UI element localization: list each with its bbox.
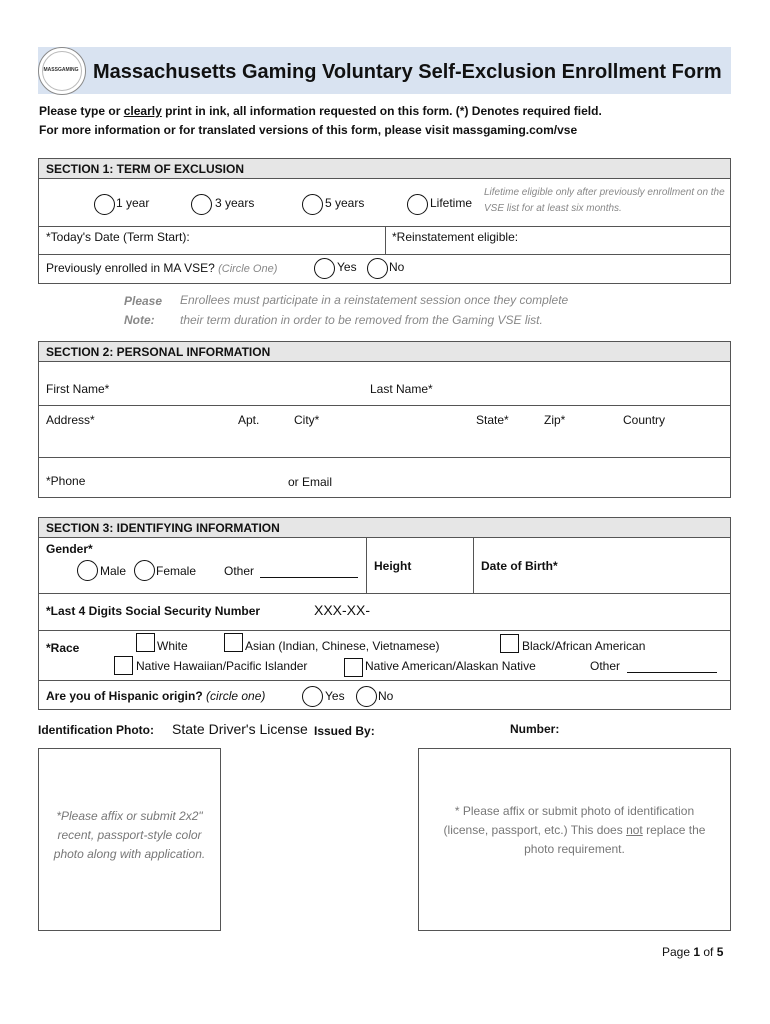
- id-photo-label: Identification Photo:: [38, 723, 154, 737]
- term-3-years-label: 3 years: [215, 196, 255, 210]
- city-label: City*: [294, 413, 320, 427]
- phone-label: *Phone: [46, 474, 86, 488]
- gender-other-line[interactable]: [260, 577, 358, 578]
- hispanic-yes-label: Yes: [325, 689, 345, 703]
- ssn-value: XXX-XX-: [314, 602, 371, 618]
- gender-female-label: Female: [156, 564, 197, 578]
- race-white-checkbox[interactable]: [136, 633, 155, 652]
- todays-date-label: *Today's Date (Term Start):: [46, 230, 190, 244]
- race-native-american-checkbox[interactable]: [344, 658, 363, 677]
- first-name-label: First Name*: [46, 382, 110, 396]
- section1-heading: SECTION 1: TERM OF EXCLUSION: [38, 158, 731, 179]
- divider: [366, 538, 367, 593]
- note-label-2: Note:: [124, 313, 155, 327]
- instructions-line1: Please type or clearly print in ink, all information requested on this form. (*) Denotes required field.: [39, 104, 602, 118]
- prev-enrolled-yes-radio[interactable]: [314, 258, 335, 279]
- gender-male-label: Male: [100, 564, 127, 578]
- section3-heading: SECTION 3: IDENTIFYING INFORMATION: [38, 517, 731, 538]
- state-label: State*: [476, 413, 509, 427]
- hispanic-label: Are you of Hispanic origin? (circle one): [46, 689, 266, 703]
- logo-text: MASSGAMING: [43, 67, 79, 73]
- gender-male-radio[interactable]: [77, 560, 98, 581]
- race-hawaiian-label: Native Hawaiian/Pacific Islander: [136, 659, 308, 673]
- race-black-label: Black/African American: [522, 639, 646, 653]
- prev-enrolled-label: Previously enrolled in MA VSE? (Circle One): [46, 261, 278, 275]
- hispanic-no-radio[interactable]: [356, 686, 377, 707]
- divider: [385, 226, 386, 254]
- race-black-checkbox[interactable]: [500, 634, 519, 653]
- divider: [38, 593, 731, 594]
- race-asian-label: Asian (Indian, Chinese, Vietnamese): [245, 639, 440, 653]
- race-label: *Race: [46, 641, 80, 655]
- id-photo-value[interactable]: State Driver's License: [172, 721, 308, 737]
- divider: [38, 680, 731, 681]
- race-asian-checkbox[interactable]: [224, 633, 243, 652]
- note-line2: their term duration in order to be removed from the Gaming VSE list.: [180, 313, 543, 327]
- divider: [38, 254, 731, 255]
- term-3-years-radio[interactable]: [191, 194, 212, 215]
- hispanic-no-label: No: [378, 689, 394, 703]
- gender-label: Gender*: [46, 542, 93, 556]
- reinstatement-label: *Reinstatement eligible:: [392, 230, 519, 244]
- form-title: Massachusetts Gaming Voluntary Self-Exclusion Enrollment Form: [93, 61, 722, 83]
- number-label: Number:: [510, 722, 560, 736]
- divider: [38, 405, 731, 406]
- race-white-label: White: [157, 639, 188, 653]
- race-native-american-label: Native American/Alaskan Native: [365, 659, 536, 673]
- race-other-label: Other: [590, 659, 621, 673]
- apt-label: Apt.: [238, 413, 260, 427]
- prev-enrolled-no-radio[interactable]: [367, 258, 388, 279]
- section2-heading: SECTION 2: PERSONAL INFORMATION: [38, 341, 731, 362]
- prev-enrolled-yes-label: Yes: [337, 260, 357, 274]
- passport-photo-instructions: *Please affix or submit 2x2" recent, passport-style color photo along with application.: [53, 809, 206, 861]
- divider: [38, 457, 731, 458]
- address-label: Address*: [46, 413, 95, 427]
- issued-by-label: Issued By:: [314, 724, 375, 738]
- height-label: Height: [374, 559, 412, 573]
- hispanic-yes-radio[interactable]: [302, 686, 323, 707]
- term-5-years-radio[interactable]: [302, 194, 323, 215]
- term-lifetime-label: Lifetime: [430, 196, 473, 210]
- lifetime-note: Lifetime eligible only after previously enrollment on the VSE list for at least six months.: [484, 187, 725, 214]
- race-other-line[interactable]: [627, 672, 717, 673]
- last-name-label: Last Name*: [370, 382, 433, 396]
- zip-label: Zip*: [544, 413, 566, 427]
- country-label: Country: [623, 413, 666, 427]
- gender-other-label: Other: [224, 564, 255, 578]
- term-5-years-label: 5 years: [325, 196, 365, 210]
- divider: [38, 630, 731, 631]
- divider: [473, 538, 474, 593]
- page-number: Page 1 of 5: [662, 945, 724, 959]
- instructions-line2: For more information or for translated versions of this form, please visit massgaming.com/vse: [39, 123, 578, 137]
- term-1-year-label: 1 year: [116, 196, 150, 210]
- email-label: or Email: [288, 475, 333, 489]
- note-line1: Enrollees must participate in a reinstatement session once they complete: [180, 293, 569, 307]
- gender-female-radio[interactable]: [134, 560, 155, 581]
- ssn-label: *Last 4 Digits Social Security Number: [46, 604, 261, 618]
- term-lifetime-radio[interactable]: [407, 194, 428, 215]
- term-1-year-radio[interactable]: [94, 194, 115, 215]
- prev-enrolled-no-label: No: [389, 260, 405, 274]
- race-hawaiian-checkbox[interactable]: [114, 656, 133, 675]
- dob-label: Date of Birth*: [481, 559, 558, 573]
- id-photo-instructions: * Please affix or submit photo of identification (license, passport, etc.) This does not replace the photo requirement.: [443, 804, 706, 856]
- note-label-1: Please: [124, 294, 163, 308]
